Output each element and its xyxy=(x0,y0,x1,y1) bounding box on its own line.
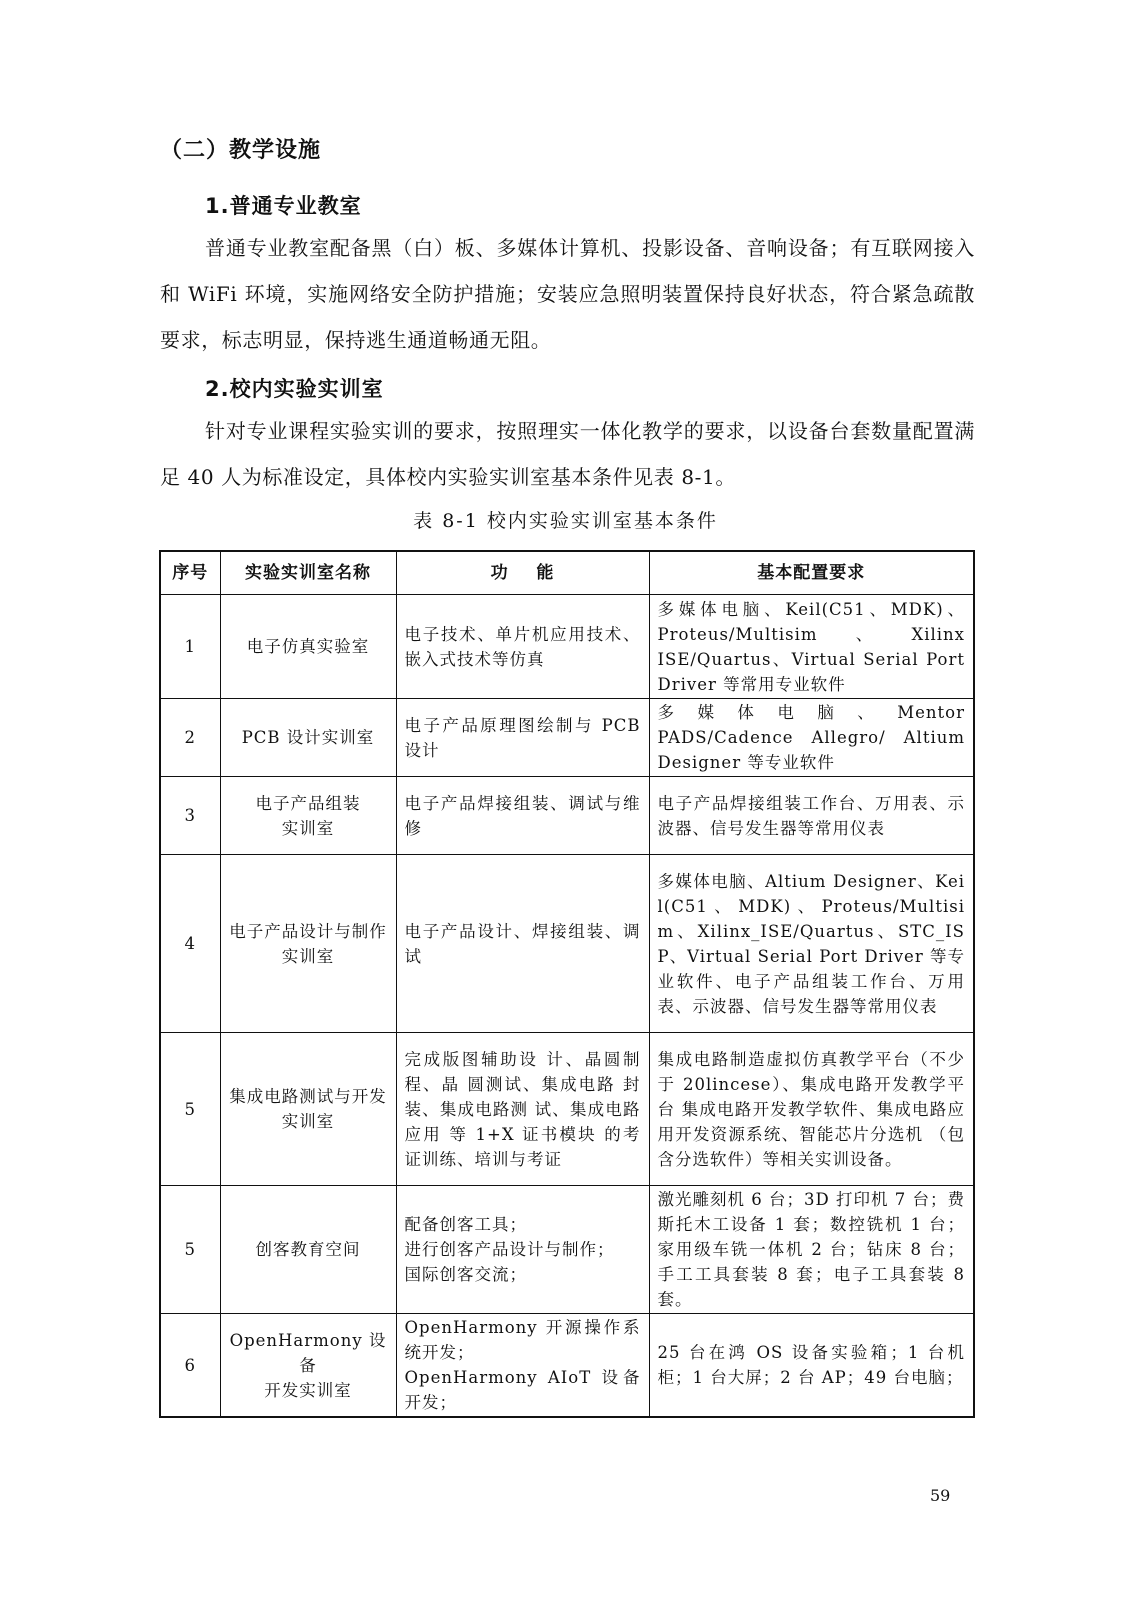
paragraph-lab: 针对专业课程实验实训的要求，按照理实一体化教学的要求，以设备台套数量配置满足 40 人为标准设定，具体校内实验实训室基本条件见表 8-1。 xyxy=(160,419,975,489)
page-number: 59 xyxy=(930,1486,951,1505)
header-name: 实验实训室名称 xyxy=(220,551,396,595)
row-function xyxy=(396,777,649,855)
row-name-line: OpenHarmony 设备 xyxy=(229,1330,387,1375)
row-function-line: 电子技术、单片机应用技术、嵌入式技术等仿真 xyxy=(404,624,641,669)
row-config-line: 电子产品焊接组装工作台、万用表、示波器、信号发生器等常用仪表 xyxy=(657,793,965,838)
row-function-line: 电子产品焊接组装、调试与维修 xyxy=(404,793,641,838)
table-row xyxy=(160,855,974,1033)
row-function xyxy=(396,1314,649,1418)
row-no: 3 xyxy=(160,777,220,855)
row-function xyxy=(396,1033,649,1186)
row-config xyxy=(649,1033,974,1186)
table-row xyxy=(160,1314,974,1418)
row-name-line: 电子仿真实验室 xyxy=(246,637,370,656)
row-no: 6 xyxy=(160,1314,220,1418)
row-function-line: 完成版图辅助设 计、晶圆制程、晶 圆测试、集成电路 封装、集成电路测 试、集成电路应用 等 1+X 证书模块 的考证训练、培训与考证 xyxy=(404,1049,641,1169)
row-function xyxy=(396,1186,649,1314)
header-config: 基本配置要求 xyxy=(649,551,974,595)
row-name-line: PCB 设计实训室 xyxy=(241,728,375,747)
section-heading: （二）教学设施 xyxy=(160,138,322,163)
row-name xyxy=(220,1186,396,1314)
row-no: 5 xyxy=(160,1186,220,1314)
row-config-line: 多媒体电脑、Mentor PADS/Cadence Allegro/ Altium Designer 等专业软件 xyxy=(657,703,965,772)
table-row xyxy=(160,777,974,855)
row-function-line: 电子产品设计、焊接组装、调试 xyxy=(404,921,641,966)
row-config xyxy=(649,777,974,855)
header-function: 功 能 xyxy=(396,551,649,595)
row-name xyxy=(220,699,396,777)
table-caption: 表 8-1 校内实验实训室基本条件 xyxy=(413,510,718,532)
header-no: 序号 xyxy=(160,551,220,595)
subsection-heading-classroom: 1.普通专业教室 xyxy=(205,194,362,218)
row-config xyxy=(649,1186,974,1314)
row-function-line: 国际创客交流； xyxy=(404,1265,527,1284)
table-row xyxy=(160,1033,974,1186)
row-no: 1 xyxy=(160,595,220,699)
row-name-line: 集成电路测试与开发实训室 xyxy=(229,1087,387,1131)
row-name-line: 电子产品设计与制作实训室 xyxy=(229,921,387,966)
subsection-heading-lab: 2.校内实验实训室 xyxy=(205,377,384,401)
row-config xyxy=(649,699,974,777)
row-name-line: 创客教育空间 xyxy=(255,1240,361,1259)
lab-conditions-table xyxy=(159,550,975,1418)
table-row xyxy=(160,699,974,777)
row-function-line: OpenHarmony 开源操作系统开发； xyxy=(404,1318,641,1362)
paragraph-classroom: 普通专业教室配备黑（白）板、多媒体计算机、投影设备、音响设备；有互联网接入和 WiFi 环境，实施网络安全防护措施；安装应急照明装置保持良好状态，符合紧急疏散要求，标志明显，保持逃生通道畅通无阻。 xyxy=(160,236,975,352)
row-name xyxy=(220,595,396,699)
row-config xyxy=(649,855,974,1033)
table-header-row xyxy=(160,551,974,595)
row-function-line: 电子产品原理图绘制与 PCB 设计 xyxy=(404,715,641,760)
row-function-line: OpenHarmony AIoT 设备开发； xyxy=(404,1368,641,1412)
row-function xyxy=(396,699,649,777)
row-name-line: 实训室 xyxy=(281,818,335,838)
row-config-line: 25 台在鸿 OS 设备实验箱；1 台机柜；1 台大屏；2 台 AP；49 台电脑； xyxy=(657,1343,965,1387)
table-row xyxy=(160,595,974,699)
row-config-line: 激光雕刻机 6 台；3D 打印机 7 台；费斯托木工设备 1 套；数控铣机 1 台；家用级车铣一体机 2 台；钻床 8 台；手工工具套装 8 套；电子工具套装 8 套。 xyxy=(657,1190,965,1309)
row-name-line: 开发实训室 xyxy=(264,1380,352,1400)
row-config xyxy=(649,1314,974,1418)
row-no: 4 xyxy=(160,855,220,1033)
row-config-line: 多媒体电脑、Keil(C51、MDK)、Proteus/Multisim、Xilinx ISE/Quartus、Virtual Serial Port Driver 等常用专业软件 xyxy=(657,599,965,694)
row-function-line: 配备创客工具； xyxy=(404,1215,527,1234)
row-name-line: 电子产品组装 xyxy=(255,793,361,813)
table-row xyxy=(160,1186,974,1314)
row-no: 5 xyxy=(160,1033,220,1186)
row-config-line: 多媒体电脑、Altium Designer、Keil(C51、MDK)、Proteus/Multisim、Xilinx_ISE/Quartus、STC_ISP、Virtual Serial Port Driver 等专业软件、电子产品组装工作台、万用表、示波器、信号发生器等常用仪表 xyxy=(657,871,965,1016)
row-config xyxy=(649,595,974,699)
row-name xyxy=(220,1314,396,1418)
row-no: 2 xyxy=(160,699,220,777)
row-name xyxy=(220,777,396,855)
row-function xyxy=(396,595,649,699)
row-name xyxy=(220,1033,396,1186)
row-function-line: 进行创客产品设计与制作； xyxy=(404,1240,615,1259)
row-function xyxy=(396,855,649,1033)
row-config-line: 集成电路制造虚拟仿真教学平台（不少于 20lincese）、集成电路开发教学平 台 集成电路开发教学软件、集成电路应 用开发资源系统、智能芯片分选机 （包含分选软件）等相关实训设备。 xyxy=(657,1049,965,1169)
row-name xyxy=(220,855,396,1033)
